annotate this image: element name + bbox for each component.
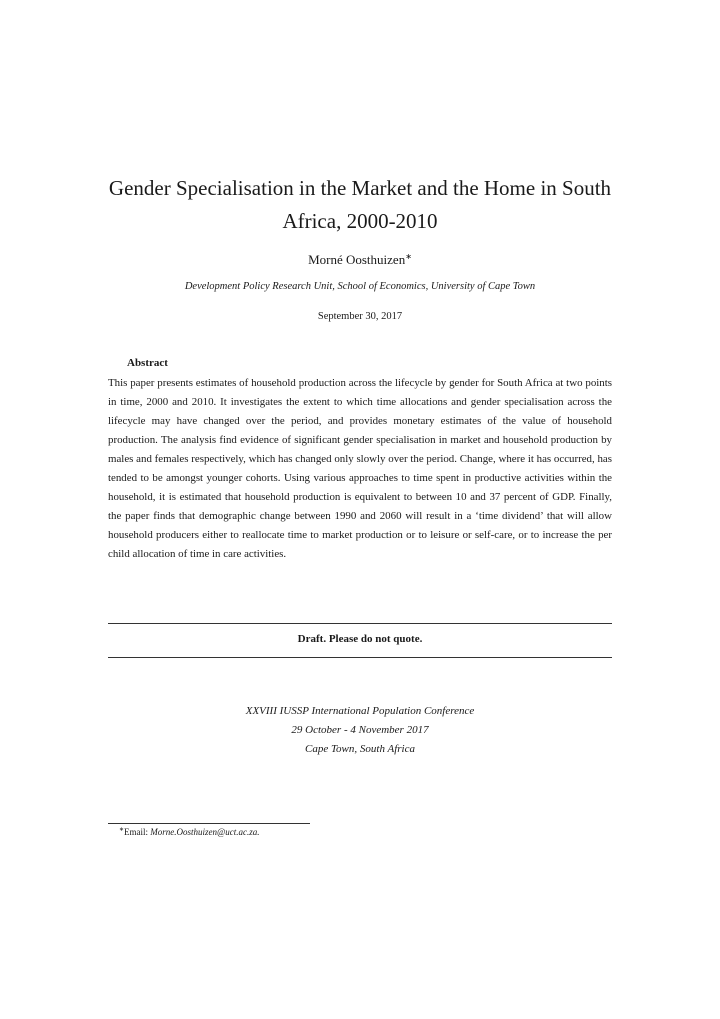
conference-name: XXVIII IUSSP International Population Conference xyxy=(245,705,475,717)
author-line xyxy=(0,252,720,268)
paper-title: Gender Specialisation in the Market and the Home in South Africa, 2000-2010 xyxy=(108,176,612,233)
conference-block xyxy=(0,702,720,759)
footnote-label: Email: xyxy=(124,827,149,837)
author-affiliation: Development Policy Research Unit, School of Economics, University of Cape Town xyxy=(184,281,536,292)
conference-location: Cape Town, South Africa xyxy=(304,743,416,755)
footnote-email[interactable]: Morne.Oosthuizen@uct.ac.za. xyxy=(150,827,260,837)
draft-rule-bottom xyxy=(108,657,612,658)
abstract-body: This paper presents estimates of household production across the lifecycle by gender for South Africa at two points in time, 2000 and 2010. It investigates the extent to which time allocations and gender specialisation across the lifecycle may have changed over the period, and provides monetary estimates of the value of household production. The analysis find evidence of significant gender specialisation in market and household production by males and females respectively, which has changed only slowly over the period. Change, where it has occurred, has tended to be amongst younger cohorts. Using various approaches to time spent in productive activities within the household, it is estimated that household production is equivalent to between 10 and 37 percent of GDP. Finally, the paper finds that demographic change between 1990 and 2060 will result in a ‘time dividend’ that will allow household producers either to reallocate time to market production or to leisure or self-care, or to increase the per child allocation of time in care activities. xyxy=(108,377,612,560)
conference-dates: 29 October - 4 November 2017 xyxy=(291,724,429,736)
paper-date: September 30, 2017 xyxy=(317,311,403,322)
draft-rule-top xyxy=(108,623,612,624)
author-footnote-mark: ∗ xyxy=(405,252,412,261)
footnote-rule xyxy=(108,823,310,824)
footnote-mark: ∗ xyxy=(119,827,125,833)
draft-note: Draft. Please do not quote. xyxy=(297,633,423,645)
author-name: Morné Oosthuizen xyxy=(308,252,406,267)
abstract-heading: Abstract xyxy=(127,357,168,369)
footnote xyxy=(119,826,260,837)
